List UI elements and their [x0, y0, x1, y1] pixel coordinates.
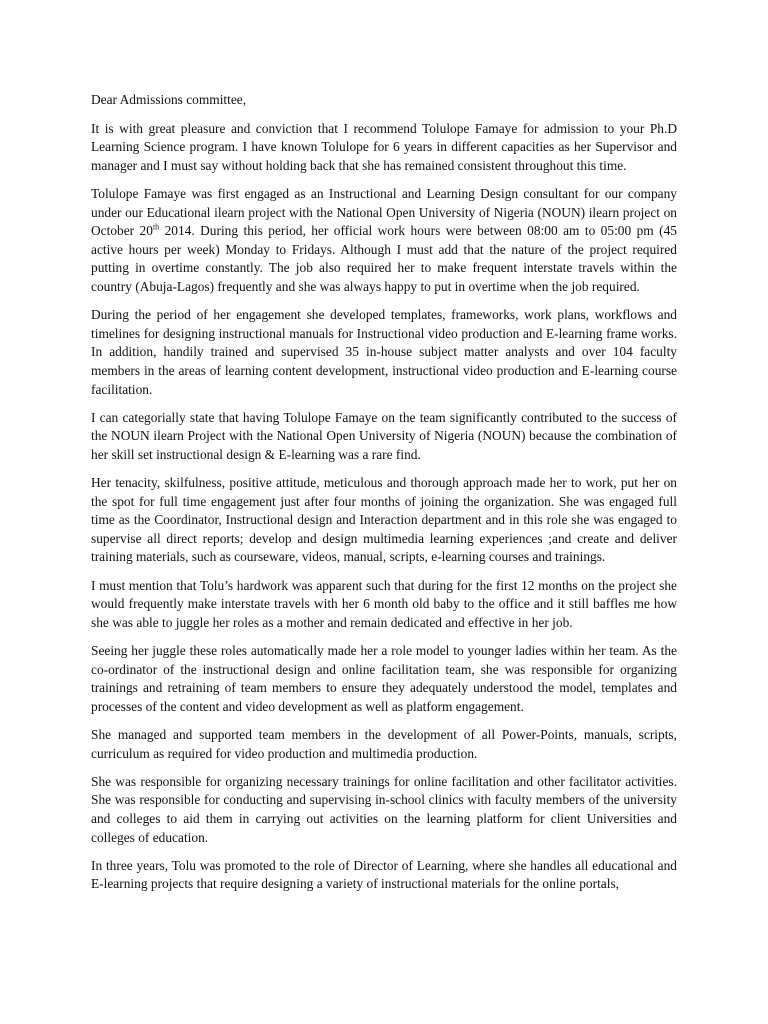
paragraph-hardwork: I must mention that Tolu’s hardwork was apparent such that during for the first 12 months on the project she would frequently make interstate travels with her 6 month old baby to the office and it still baffles me how she was able to juggle her roles as a mother and remain dedicated and effective in her job.	[91, 577, 677, 630]
paragraph-promotion: In three years, Tolu was promoted to the role of Director of Learning, where she handles all educational and E-learning projects that require designing a variety of instructional materials for the online portals,	[91, 857, 677, 892]
paragraph-contribution: I can categorially state that having Tolulope Famaye on the team significantly contributed to the success of the NOUN ilearn Project with the National Open University of Nigeria (NOUN) because the combination of her skill set instructional design & E-learning was a rare find.	[91, 409, 677, 462]
paragraph-trainings: She was responsible for organizing necessary trainings for online facilitation and other facilitator activities. She was responsible for conducting and supervising in-school clinics with faculty members of the university and colleges to aid them in carrying out activities on the learning platform for client Universities and colleges of education.	[91, 773, 677, 845]
paragraph-support: She managed and supported team members in the development of all Power-Points, manuals, scripts, curriculum as required for video production and multimedia production.	[91, 726, 677, 761]
paragraph-engagement	[91, 185, 677, 297]
paragraph-intro: It is with great pleasure and conviction that I recommend Tolulope Famaye for admission to your Ph.D Learning Science program. I have known Tolulope for 6 years in different capacities as her Supervisor and manager and I must say without holding back that she has remained consistent throughout this time.	[91, 120, 677, 173]
ordinal-suffix: th	[152, 222, 160, 232]
letter-page	[91, 91, 677, 904]
paragraph-engagement-text-start: Tolulope Famaye was first engaged as an Instructional and Learning Design consultant for our company under our Educational ilearn project with the National Open University of Nigeria (NOUN) ilearn project on October 20	[91, 185, 677, 239]
paragraph-role-model: Seeing her juggle these roles automatically made her a role model to younger ladies within her team. As the co-ordinator of the instructional design and online facilitation team, she was responsible for organizing trainings and retraining of team members to ensure they adequately understood the model, templates and processes of the content and video development as well as platform engagement.	[91, 643, 677, 714]
salutation: Dear Admissions committee,	[91, 92, 247, 107]
paragraph-engagement-text-end: 2014. During this period, her official work hours were between 08:00 am to 05:00 pm (45 active hours per week) Monday to Fridays. Although I must add that the nature of the project required putting in overtime constantly. The job also required her to make frequent interstate travels within the country (Abuja-Lagos) frequently and she was always happy to put in overtime when the job required.	[91, 223, 677, 294]
paragraph-deliverables: During the period of her engagement she developed templates, frameworks, work plans, workflows and timelines for designing instructional manuals for Instructional video production and E-learning frame works. In addition, handily trained and supervised 35 in-house subject matter analysts and over 104 faculty members in the areas of learning content development, instructional video production and E-learning course facilitation.	[91, 307, 677, 397]
paragraph-qualities: Her tenacity, skilfulness, positive attitude, meticulous and thorough approach made her to work, put her on the spot for full time engagement just after four months of joining the organization. She was engaged full time as the Coordinator, Instructional design and Interaction department and in this role she was engaged to supervise all direct reports; develop and design multimedia learning experiences ;and create and deliver training materials, such as courseware, videos, manual, scripts, e-learning courses and trainings.	[91, 475, 677, 565]
